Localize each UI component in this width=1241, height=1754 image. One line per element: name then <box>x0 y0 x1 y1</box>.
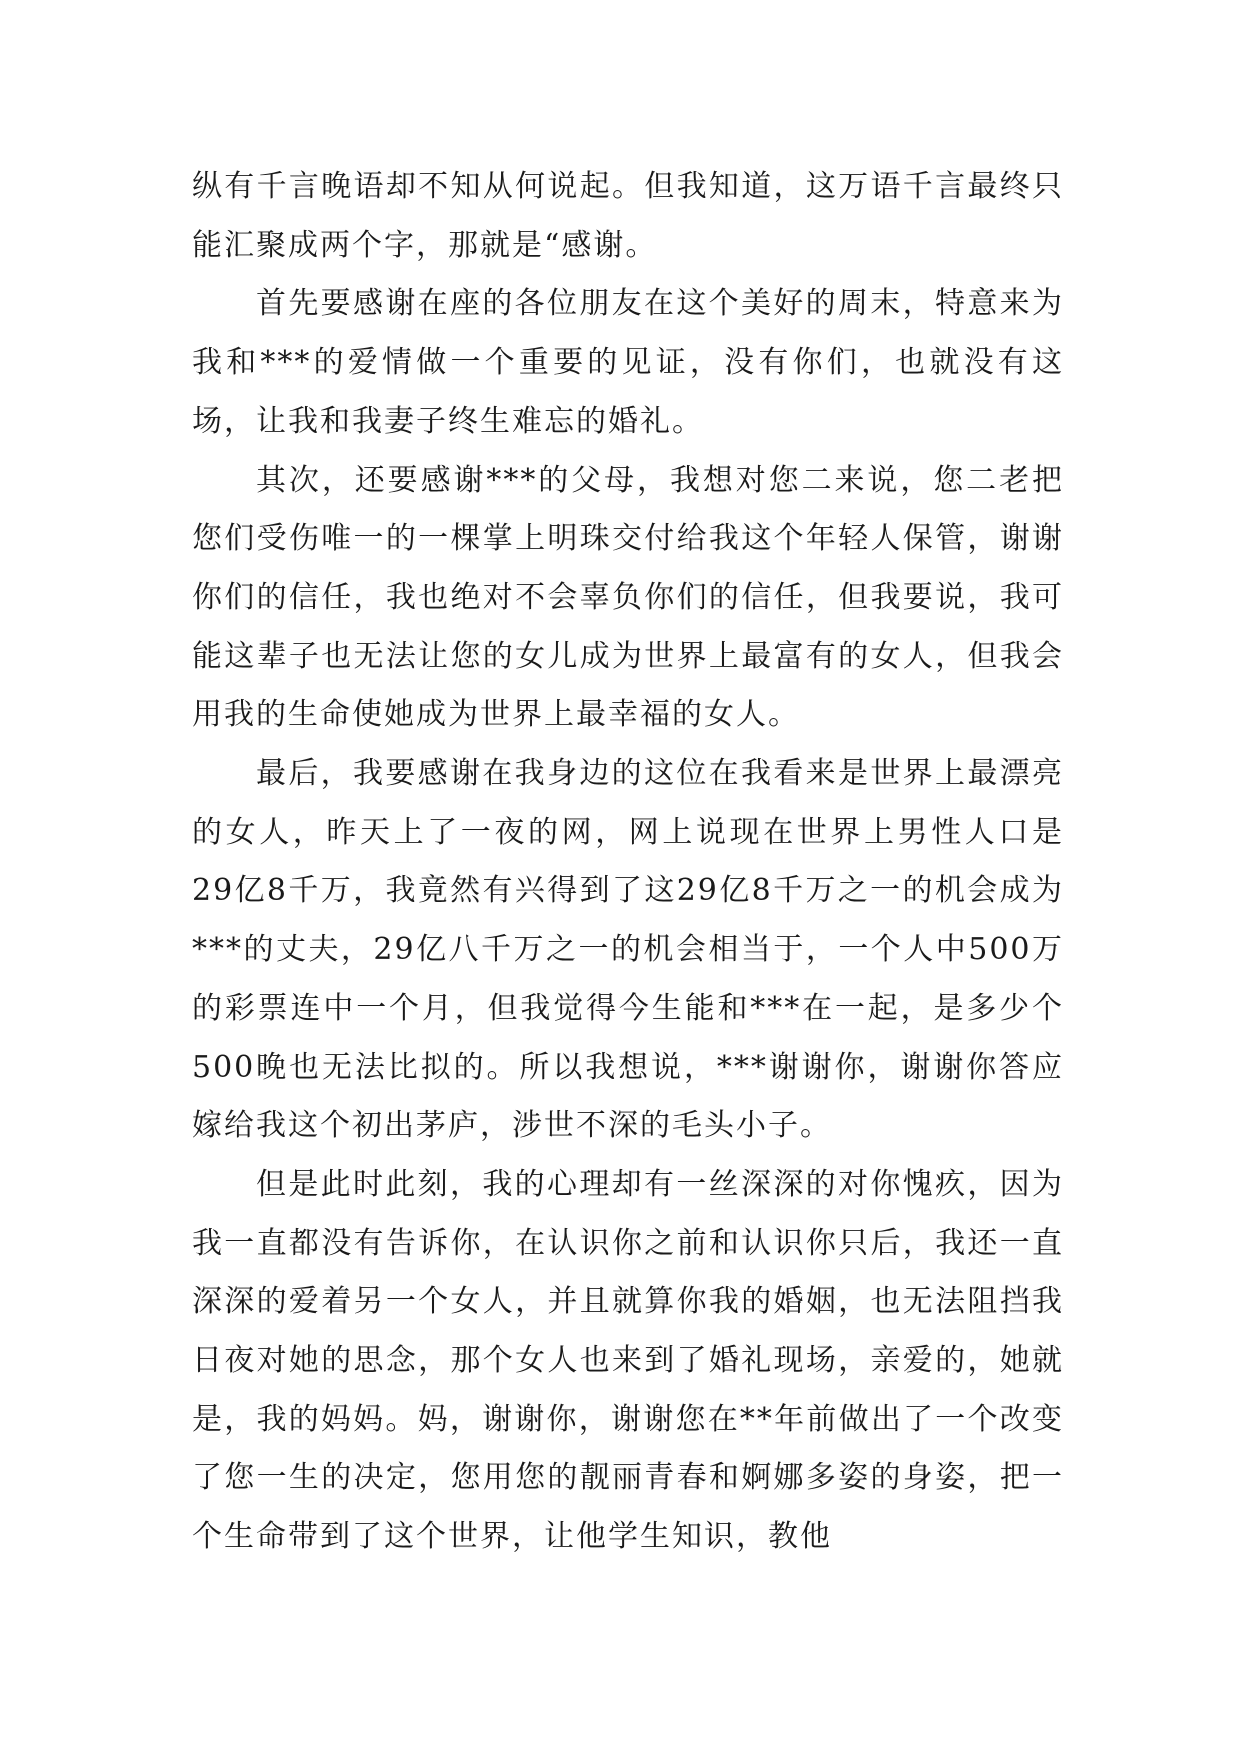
paragraph-thanks-friends: 首先要感谢在座的各位朋友在这个美好的周末，特意来为我和***的爱情做一个重要的见证，没有你们，也就没有这场，让我和我妻子终生难忘的婚礼。 <box>192 286 1064 439</box>
document-body <box>192 158 1064 1567</box>
paragraph-opening: 纵有千言晚语却不知从何说起。但我知道，这万语千言最终只能汇聚成两个字，那就是“感谢。 <box>192 169 1064 263</box>
paragraph-thanks-mother: 但是此时此刻，我的心理却有一丝深深的对你愧疚，因为我一直都没有告诉你，在认识你之前和认识你只后，我还一直深深的爱着另一个女人，并且就算你我的婚姻，也无法阻挡我日夜对她的思念，那个女人也来到了婚礼现场，亲爱的，她就是，我的妈妈。妈，谢谢你，谢谢您在**年前做出了一个改变了您一生的决定，您用您的靓丽青春和婀娜多姿的身姿，把一个生命带到了这个世界，让他学生知识，教他 <box>192 1166 1064 1555</box>
paragraph-thanks-parents: 其次，还要感谢***的父母，我想对您二来说，您二老把您们受伤唯一的一棵掌上明珠交付给我这个年轻人保管，谢谢你们的信任，我也绝对不会辜负你们的信任，但我要说，我可能这辈子也无法让您的女儿成为世界上最富有的女人，但我会用我的生命使她成为世界上最幸福的女人。 <box>192 462 1064 733</box>
paragraph-thanks-bride: 最后，我要感谢在我身边的这位在我看来是世界上最漂亮的女人，昨天上了一夜的网，网上说现在世界上男性人口是29亿8千万，我竟然有兴得到了这29亿8千万之一的机会成为***的丈夫，29亿八千万之一的机会相当于，一个人中500万的彩票连中一个月，但我觉得今生能和***在一起，是多少个500晚也无法比拟的。所以我想说，***谢谢你，谢谢你答应嫁给我这个初出茅庐，涉世不深的毛头小子。 <box>192 756 1064 1144</box>
